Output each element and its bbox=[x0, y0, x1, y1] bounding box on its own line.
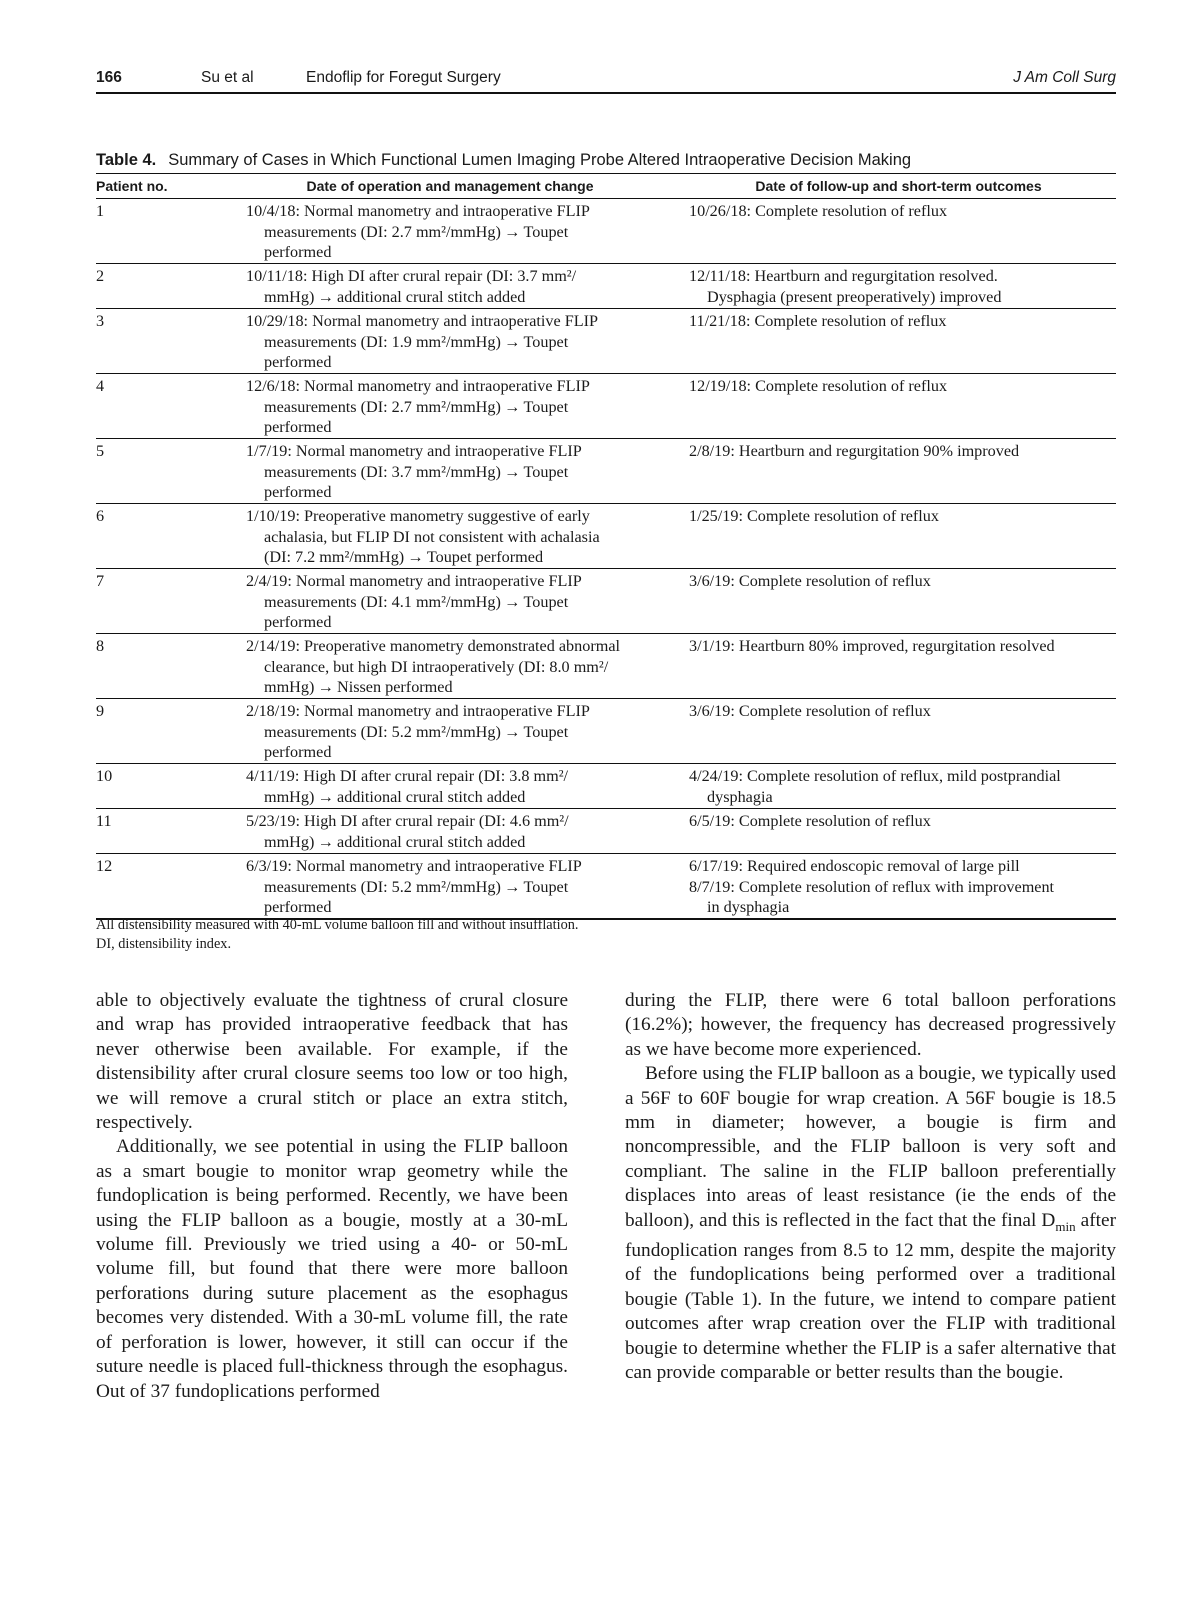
management-line: measurements (DI: 5.2 mm²/mmHg) → Toupet bbox=[264, 877, 569, 896]
management-line: mmHg) → additional crural stitch added bbox=[264, 832, 526, 851]
table-caption bbox=[96, 151, 911, 170]
management-line: measurements (DI: 3.7 mm²/mmHg) → Toupet bbox=[264, 462, 569, 481]
management-line: performed bbox=[264, 353, 332, 371]
outcome-line: dysphagia bbox=[707, 787, 773, 806]
outcome-line: in dysphagia bbox=[707, 898, 790, 916]
management-cell bbox=[219, 374, 681, 439]
outcome-line: 8/7/19: Complete resolution of reflux with improvement bbox=[689, 877, 1055, 896]
patient-number: 5 bbox=[96, 439, 219, 504]
management-line: performed bbox=[264, 898, 332, 916]
outcome-line: 3/6/19: Complete resolution of reflux bbox=[689, 702, 931, 720]
management-cell bbox=[219, 504, 681, 569]
outcome-cell bbox=[681, 634, 1116, 699]
journal-name: J Am Coll Surg bbox=[1013, 69, 1116, 86]
management-line: performed bbox=[264, 483, 332, 501]
results-table bbox=[96, 173, 1116, 920]
management-line: 6/3/19: Normal manometry and intraoperative FLIP bbox=[246, 857, 582, 875]
patient-number: 7 bbox=[96, 569, 219, 634]
column-header: Date of follow-up and short-term outcomes bbox=[681, 174, 1116, 199]
management-line: 4/11/19: High DI after crural repair (DI: 3.8 mm²/ bbox=[246, 767, 569, 785]
outcome-line: 10/26/18: Complete resolution of reflux bbox=[689, 202, 948, 220]
management-line: performed bbox=[264, 743, 332, 761]
management-line: clearance, but high DI intraoperatively (DI: 8.0 mm²/ bbox=[264, 657, 609, 676]
table-row bbox=[96, 199, 1116, 264]
patient-number: 6 bbox=[96, 504, 219, 569]
management-line: mmHg) → additional crural stitch added bbox=[264, 287, 526, 306]
column-header: Patient no. bbox=[96, 174, 219, 199]
running-authors: Su et al bbox=[201, 69, 254, 86]
outcome-cell bbox=[681, 699, 1116, 764]
outcome-cell bbox=[681, 809, 1116, 854]
management-line: performed bbox=[264, 418, 332, 436]
body-paragraph: able to objectively evaluate the tightness of crural closure and wrap has provided intraoperative feedback that has never otherwise been available. For example, if the distensibility after crural closure seems too low or too high, we will remove a crural stitch or place an extra stitch, respectively. bbox=[96, 990, 568, 1134]
management-line: mmHg) → Nissen performed bbox=[264, 678, 453, 696]
management-line: measurements (DI: 5.2 mm²/mmHg) → Toupet bbox=[264, 722, 569, 741]
management-cell bbox=[219, 634, 681, 699]
table-row bbox=[96, 569, 1116, 634]
patient-number: 9 bbox=[96, 699, 219, 764]
management-line: 1/7/19: Normal manometry and intraoperative FLIP bbox=[246, 442, 582, 460]
outcome-cell bbox=[681, 854, 1116, 920]
patient-number: 1 bbox=[96, 199, 219, 264]
management-line: mmHg) → additional crural stitch added bbox=[264, 787, 526, 806]
outcome-line: 11/21/18: Complete resolution of reflux bbox=[689, 312, 947, 330]
outcome-line: 2/8/19: Heartburn and regurgitation 90% improved bbox=[689, 442, 1020, 460]
management-line: achalasia, but FLIP DI not consistent with achalasia bbox=[264, 527, 600, 546]
table-footnote: DI, distensibility index. bbox=[96, 936, 232, 952]
patient-number: 2 bbox=[96, 264, 219, 309]
patient-number: 8 bbox=[96, 634, 219, 699]
management-line: 2/18/19: Normal manometry and intraoperative FLIP bbox=[246, 702, 590, 720]
patient-number: 4 bbox=[96, 374, 219, 439]
patient-number: 11 bbox=[96, 809, 219, 854]
management-cell bbox=[219, 699, 681, 764]
management-line: 10/4/18: Normal manometry and intraoperative FLIP bbox=[246, 202, 590, 220]
outcome-line: 3/1/19: Heartburn 80% improved, regurgitation resolved bbox=[689, 637, 1055, 655]
management-line: 2/14/19: Preoperative manometry demonstrated abnormal bbox=[246, 637, 621, 655]
outcome-line: 4/24/19: Complete resolution of reflux, mild postprandial bbox=[689, 767, 1061, 785]
outcome-cell bbox=[681, 504, 1116, 569]
management-line: (DI: 7.2 mm²/mmHg) → Toupet performed bbox=[264, 548, 544, 566]
management-cell bbox=[219, 854, 681, 920]
table-header-row bbox=[96, 174, 1116, 199]
table-row bbox=[96, 504, 1116, 569]
table-row bbox=[96, 264, 1116, 309]
body-paragraph: during the FLIP, there were 6 total balloon perforations (16.2%); however, the frequency has decreased progressively as we have become more experienced. bbox=[625, 990, 1116, 1060]
table-row bbox=[96, 634, 1116, 699]
outcome-cell bbox=[681, 309, 1116, 374]
management-cell bbox=[219, 199, 681, 264]
outcome-line: 6/5/19: Complete resolution of reflux bbox=[689, 812, 931, 830]
management-line: performed bbox=[264, 243, 332, 261]
table-row bbox=[96, 439, 1116, 504]
body-column-left bbox=[96, 989, 568, 1404]
management-line: measurements (DI: 4.1 mm²/mmHg) → Toupet bbox=[264, 592, 569, 611]
column-header: Date of operation and management change bbox=[219, 174, 681, 199]
management-line: 1/10/19: Preoperative manometry suggestive of early bbox=[246, 507, 590, 525]
management-cell bbox=[219, 569, 681, 634]
table-label: Table 4. bbox=[96, 151, 157, 169]
management-line: measurements (DI: 2.7 mm²/mmHg) → Toupet bbox=[264, 397, 569, 416]
body-column-right bbox=[625, 989, 1116, 1385]
outcome-line: 12/19/18: Complete resolution of reflux bbox=[689, 377, 948, 395]
management-line: 10/11/18: High DI after crural repair (DI: 3.7 mm²/ bbox=[246, 267, 577, 285]
patient-number: 12 bbox=[96, 854, 219, 920]
management-cell bbox=[219, 264, 681, 309]
management-cell bbox=[219, 764, 681, 809]
table-row bbox=[96, 309, 1116, 374]
subscript-min: min bbox=[1055, 1218, 1076, 1234]
management-line: measurements (DI: 2.7 mm²/mmHg) → Toupet bbox=[264, 222, 569, 241]
outcome-line: 1/25/19: Complete resolution of reflux bbox=[689, 507, 939, 525]
outcome-line: 12/11/18: Heartburn and regurgitation resolved. bbox=[689, 267, 998, 285]
running-header bbox=[96, 68, 1116, 94]
outcome-line: Dysphagia (present preoperatively) improved bbox=[707, 287, 1002, 306]
body-paragraph: Additionally, we see potential in using the FLIP balloon as a smart bougie to monitor wrap geometry while the fundoplication is being performed. Recently, we have been using the FLIP balloon as a bougie, mostly at a 30-mL volume fill. Previously we tried using a 40- or 50-mL volume fill, but found that there were more balloon perforations during suture placement as the esophagus becomes very distended. With a 30-mL volume fill, the rate of perforation is lower, however, it still can occur if the suture needle is placed full-thickness through the esophagus. Out of 37 fundoplications performed bbox=[96, 1136, 568, 1402]
outcome-cell bbox=[681, 264, 1116, 309]
table-row bbox=[96, 699, 1116, 764]
patient-number: 3 bbox=[96, 309, 219, 374]
paragraph-text: after fundoplication ranges from 8.5 to 12 mm, despite the majority of the fundoplications being performed over a traditional bougie (Table 1). In the future, we intend to compare patient outcomes after wrap creation over the FLIP with traditional bougie to determine whether the FLIP is a safer alternative that can provide comparable or better results than the bougie. bbox=[625, 1209, 1116, 1383]
table-row bbox=[96, 374, 1116, 439]
table-row bbox=[96, 854, 1116, 920]
management-cell bbox=[219, 439, 681, 504]
paragraph-text: Before using the FLIP balloon as a bougie, we typically used a 56F to 60F bougie for wrap creation. A 56F bougie is 18.5 mm in diameter; however, a bougie is firm and noncompressible, and the FLIP balloon is very soft and compliant. The saline in the FLIP balloon preferentially displaces into areas of least resistance (ie the ends of the balloon), and this is reflected in the fact that the final D bbox=[625, 1063, 1116, 1231]
management-line: 5/23/19: High DI after crural repair (DI: 4.6 mm²/ bbox=[246, 812, 569, 830]
outcome-cell bbox=[681, 569, 1116, 634]
outcome-cell bbox=[681, 439, 1116, 504]
outcome-line: 6/17/19: Required endoscopic removal of large pill bbox=[689, 857, 1020, 875]
page-number: 166 bbox=[96, 69, 122, 86]
management-line: performed bbox=[264, 613, 332, 631]
table-row bbox=[96, 809, 1116, 854]
table-body bbox=[96, 199, 1116, 920]
management-line: 12/6/18: Normal manometry and intraoperative FLIP bbox=[246, 377, 590, 395]
outcome-cell bbox=[681, 199, 1116, 264]
patient-number: 10 bbox=[96, 764, 219, 809]
outcome-cell bbox=[681, 374, 1116, 439]
table-row bbox=[96, 764, 1116, 809]
table-caption-text: Summary of Cases in Which Functional Lumen Imaging Probe Altered Intraoperative Decision Making bbox=[168, 151, 912, 169]
running-title: Endoflip for Foregut Surgery bbox=[306, 69, 501, 86]
management-cell bbox=[219, 309, 681, 374]
outcome-line: 3/6/19: Complete resolution of reflux bbox=[689, 572, 931, 590]
management-line: measurements (DI: 1.9 mm²/mmHg) → Toupet bbox=[264, 332, 569, 351]
management-line: 10/29/18: Normal manometry and intraoperative FLIP bbox=[246, 312, 598, 330]
table-footnote: All distensibility measured with 40-mL volume balloon fill and without insufflation. bbox=[96, 917, 579, 933]
body-paragraph bbox=[625, 1062, 1116, 1385]
table-footnotes bbox=[96, 916, 578, 954]
outcome-cell bbox=[681, 764, 1116, 809]
management-line: 2/4/19: Normal manometry and intraoperative FLIP bbox=[246, 572, 582, 590]
management-cell bbox=[219, 809, 681, 854]
